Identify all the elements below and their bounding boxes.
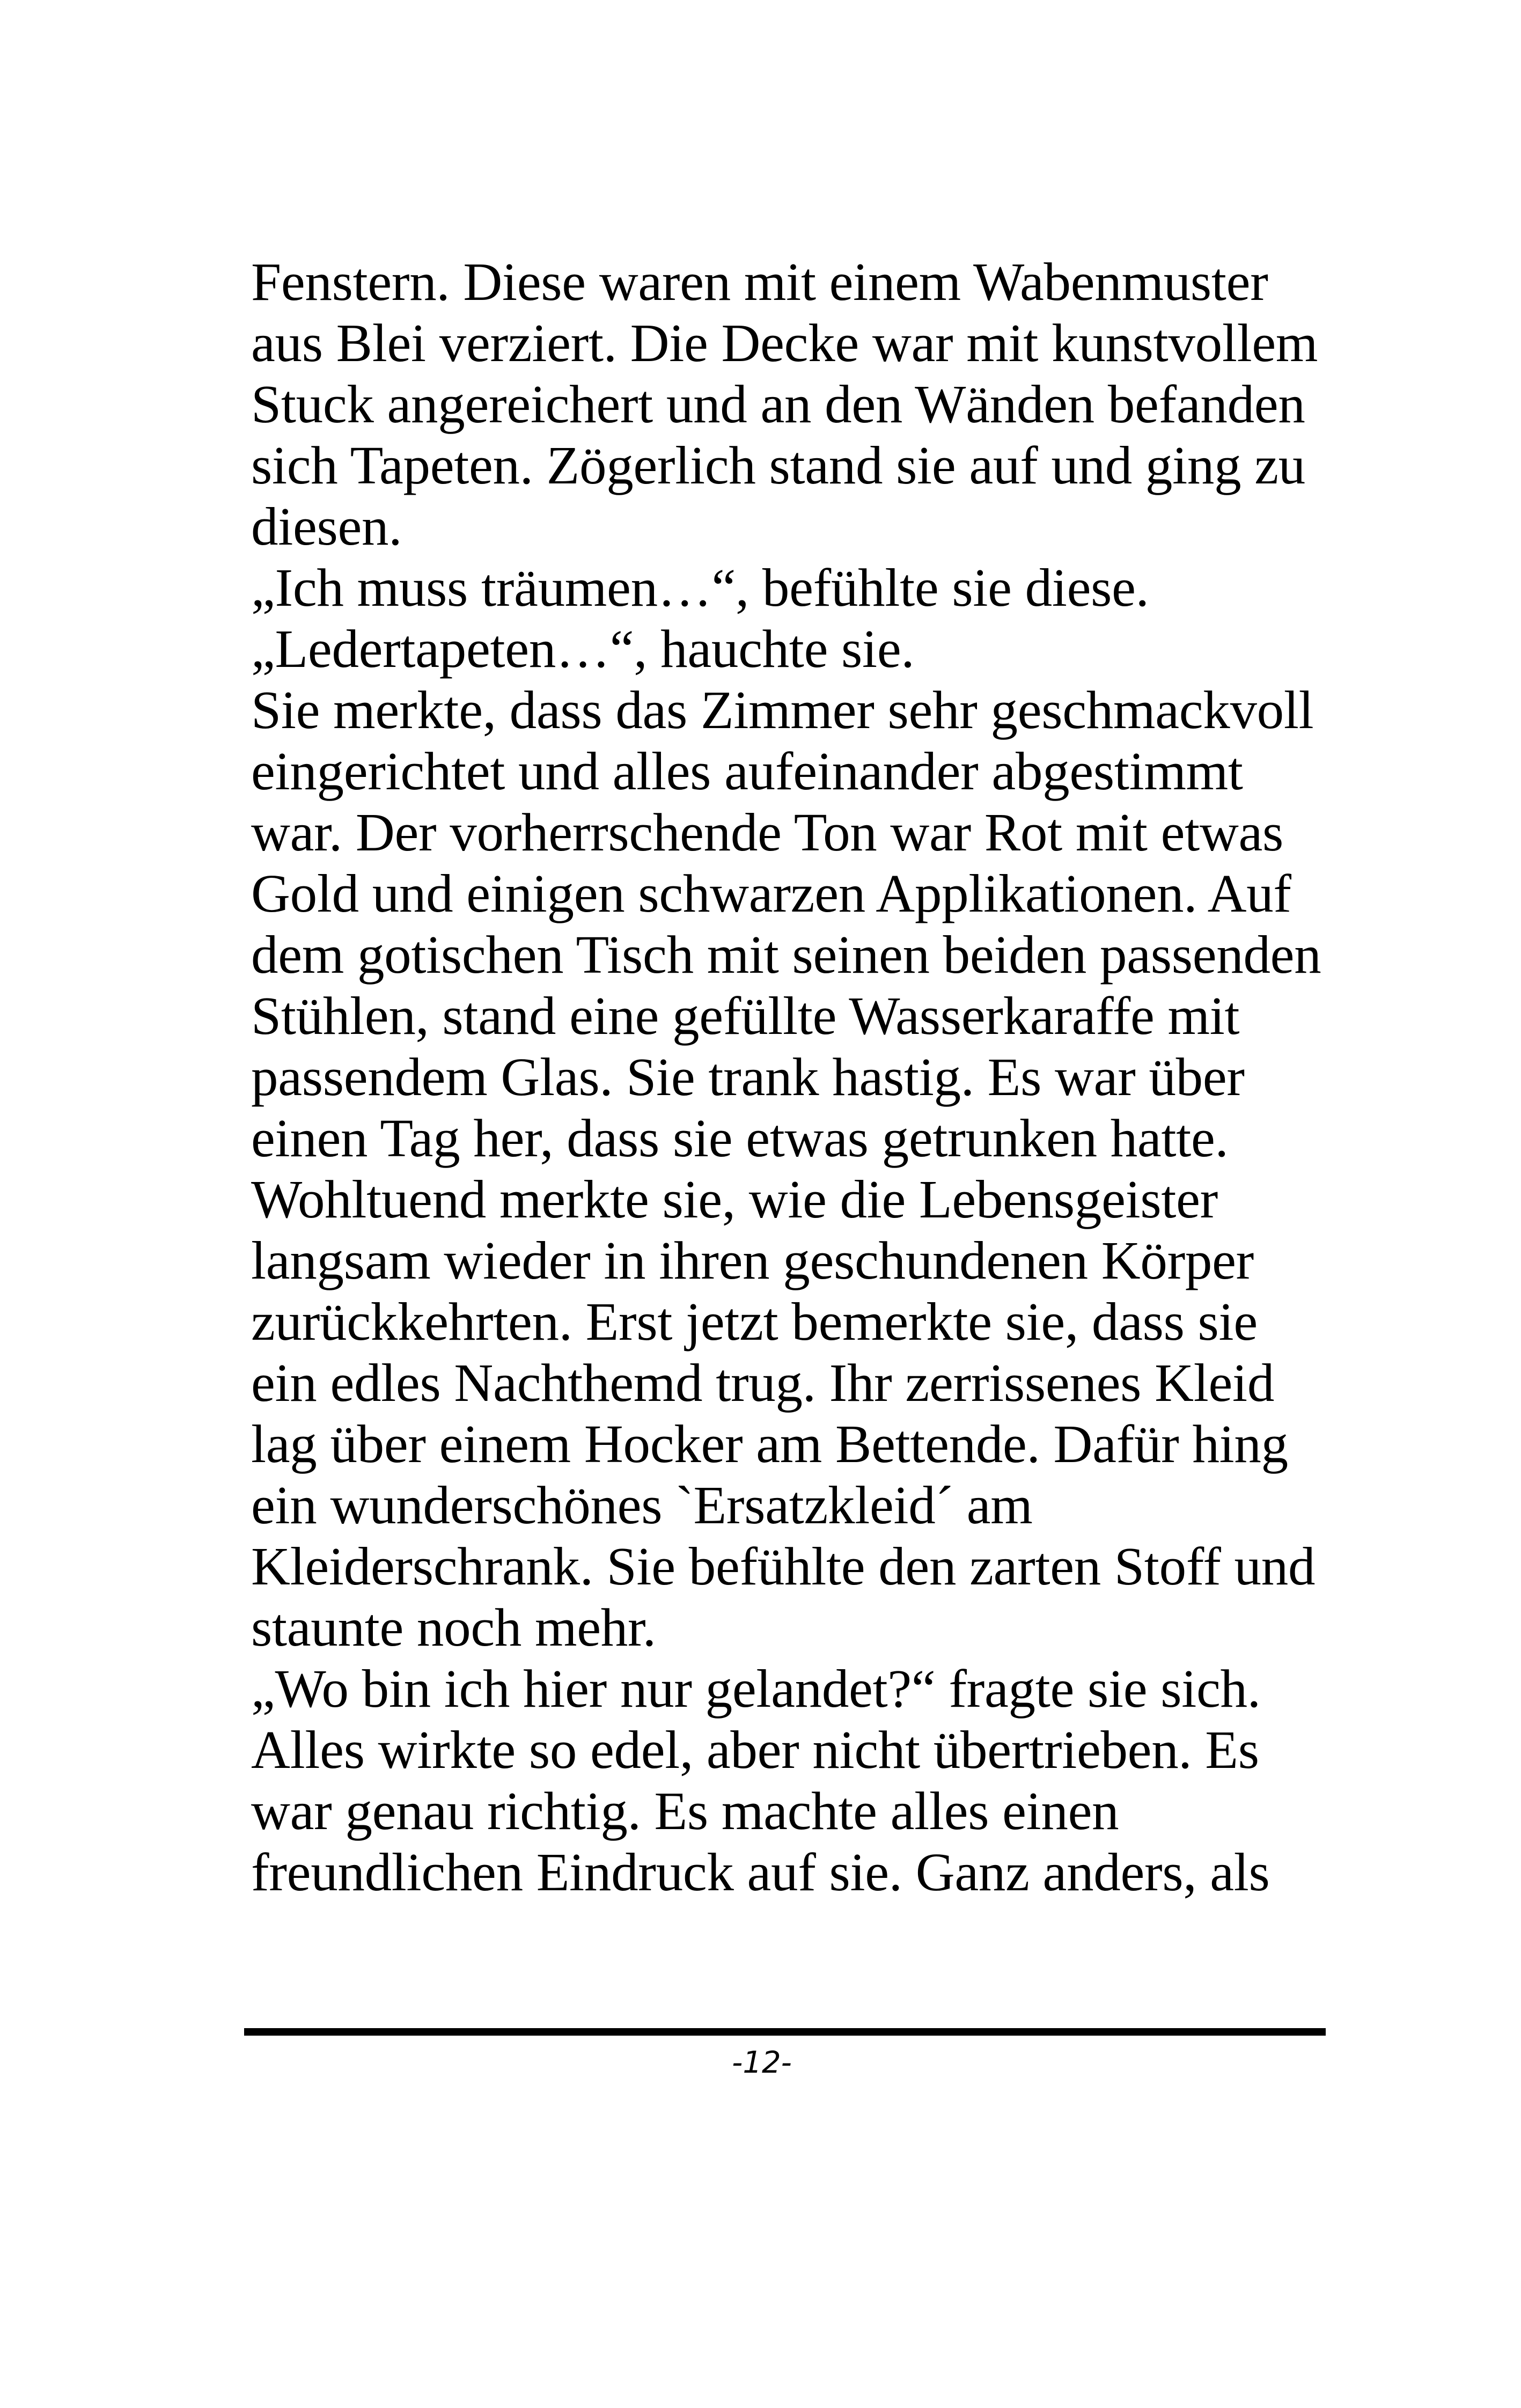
text-line: sich Tapeten. Zögerlich stand sie auf und ging zu bbox=[251, 435, 1305, 495]
text-line: aus Blei verziert. Die Decke war mit kunstvollem bbox=[251, 313, 1318, 373]
text-line: Gold und einigen schwarzen Applikationen. Auf bbox=[251, 863, 1291, 923]
text-line: „Ich muss träumen…“, befühlte sie diese. bbox=[251, 557, 1149, 618]
text-line: Stühlen, stand eine gefüllte Wasserkaraffe mit bbox=[251, 986, 1240, 1046]
text-line: Sie merkte, dass das Zimmer sehr geschmackvoll bbox=[251, 680, 1314, 740]
text-line: Stuck angereichert und an den Wänden befanden bbox=[251, 374, 1305, 434]
text-line: „Wo bin ich hier nur gelandet?“ fragte sie sich. bbox=[251, 1658, 1261, 1719]
text-line: war genau richtig. Es machte alles einen bbox=[251, 1781, 1119, 1841]
text-line: Fenstern. Diese waren mit einem Wabenmuster bbox=[251, 252, 1268, 312]
text-line: dem gotischen Tisch mit seinen beiden passenden bbox=[251, 924, 1321, 985]
text-line: eingerichtet und alles aufeinander abgestimmt bbox=[251, 741, 1243, 801]
text-line: Alles wirkte so edel, aber nicht übertrieben. Es bbox=[251, 1720, 1259, 1780]
text-line: war. Der vorherrschende Ton war Rot mit etwas bbox=[251, 802, 1284, 862]
text-line: staunte noch mehr. bbox=[251, 1597, 656, 1657]
text-line: ein wunderschönes `Ersatzkleid´ am bbox=[251, 1475, 1033, 1535]
text-line: passendem Glas. Sie trank hastig. Es war über bbox=[251, 1047, 1245, 1107]
body-text bbox=[251, 251, 1324, 1903]
text-line: diesen. bbox=[251, 496, 402, 556]
text-line: zurückkehrten. Erst jetzt bemerkte sie, dass sie bbox=[251, 1291, 1258, 1352]
text-line: einen Tag her, dass sie etwas getrunken hatte. bbox=[251, 1108, 1229, 1168]
text-line: lag über einem Hocker am Bettende. Dafür hing bbox=[251, 1414, 1288, 1474]
page-number: -12- bbox=[732, 2045, 792, 2080]
text-line: ein edles Nachthemd trug. Ihr zerrissenes Kleid bbox=[251, 1353, 1275, 1413]
text-line: Kleiderschrank. Sie befühlte den zarten Stoff und bbox=[251, 1536, 1316, 1596]
text-line: „Ledertapeten…“, hauchte sie. bbox=[251, 619, 915, 679]
text-line: Wohltuend merkte sie, wie die Lebensgeister bbox=[251, 1169, 1218, 1229]
text-line: freundlichen Eindruck auf sie. Ganz anders, als bbox=[251, 1842, 1270, 1902]
text-line: langsam wieder in ihren geschundenen Körper bbox=[251, 1230, 1254, 1290]
footer-rule bbox=[244, 2028, 1326, 2036]
